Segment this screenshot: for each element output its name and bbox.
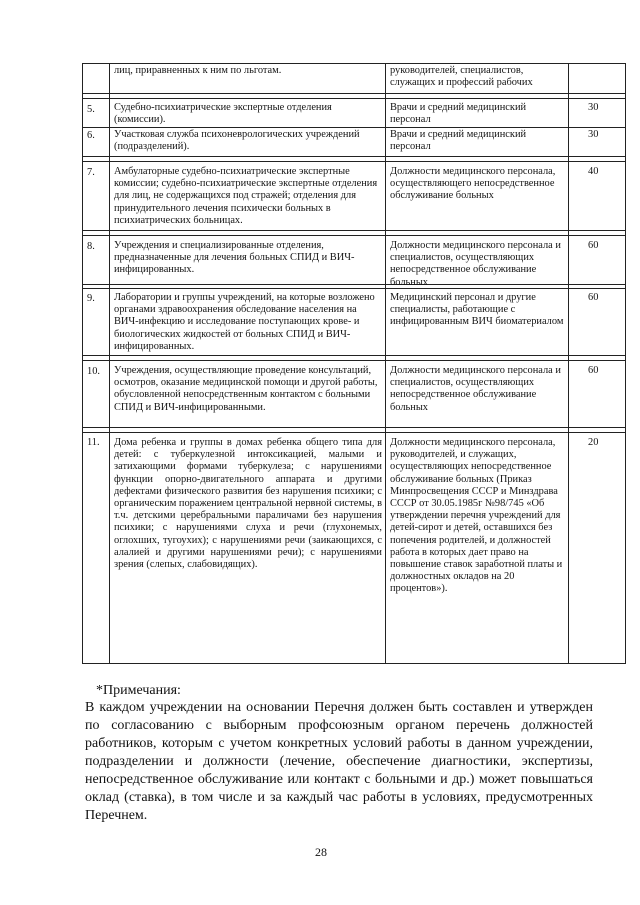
table-cell-number: 8. (87, 241, 95, 252)
table-cell-institution: Лаборатории и группы учреждений, на которые возложено органами здравоохранения обследование населения на ВИЧ-инфекцию и исследование поступающих крове- и биологических жидкостей от больных СПИД и ВИЧ-инфицированных. (114, 292, 375, 352)
table-cell-percent: 20 (588, 437, 599, 448)
table-cell-institution: Дома ребенка и группы в домах ребенка общего типа для детей: с туберкулезной интоксикацией, малыми и затихающими формами туберкулеза; с нарушениями функции опорно-двигательного аппарата и другими дефектами физического развития без нарушения психики; с органическим поражением центральной нервной системы, в т.ч. детскими церебральными параличами без нарушения психики; с нарушениями слуха и речи (глухонемых, оглохших, тугоухих); с нарушениями речи (заикающихся, с алалией и другими нарушениями речи); с нарушениями зрения (слепых, слабовидящих). (114, 437, 382, 571)
table-cell-percent: 60 (588, 365, 599, 376)
table-cell-positions: Должности медицинского персонала и специалистов, осуществляющих непосредственное обслуживание больных (390, 240, 561, 288)
table-cell-institution: Судебно-психиатрические экспертные отделения (комиссии). (114, 102, 332, 126)
table-cell-positions: Должности медицинского персонала и специалистов, осуществляющих непосредственное обслуживание больных (390, 365, 561, 413)
table-cell-percent: 30 (588, 102, 599, 113)
table-cell-positions: руководителей, специалистов, служащих и профессий рабочих (390, 65, 533, 89)
table-cell-positions: Должности медицинского персонала, осуществляющего непосредственное обслуживание больных (390, 166, 556, 202)
table-cell-number: 10. (87, 366, 100, 377)
table-cell-institution: Амбулаторные судебно-психиатрические экспертные комиссии; судебно-психиатрические экспертные отделения для лиц, не содержащихся под стражей; отделения для принудительного лечения психически больных в психиатрических больницах. (114, 166, 378, 226)
table-cell-number: 9. (87, 293, 95, 304)
table-cell-positions: Врачи и средний медицинский персонал (390, 129, 527, 153)
table-cell-number: 11. (87, 437, 100, 448)
table-cell-number: 7. (87, 167, 95, 178)
notes-title: *Примечания: (96, 683, 181, 698)
table-cell-percent: 60 (588, 240, 599, 251)
table-cell-institution: лиц, приравненных к ним по льготам. (114, 65, 282, 76)
page-number: 28 (315, 845, 327, 859)
table-cell-number: 6. (87, 130, 95, 141)
table-cell-percent: 60 (588, 292, 599, 303)
table-cell-positions: Врачи и средний медицинский персонал (390, 102, 527, 126)
table-cell-percent: 40 (588, 166, 599, 177)
table-cell-number: 5. (87, 104, 95, 115)
table-cell-institution: Учреждения, осуществляющие проведение консультаций, осмотров, оказание медицинской помощи и другой работы, обусловленной непосредственным контактом с больными СПИД и ВИЧ-инфицированными. (114, 365, 378, 413)
table-cell-percent: 30 (588, 129, 599, 140)
table-cell-positions: Медицинский персонал и другие специалисты, работающие с инфицированным ВИЧ биоматериалом (390, 292, 564, 328)
table-cell-institution: Участковая служба психоневрологических учреждений (подразделений). (114, 129, 360, 153)
table-cell-institution: Учреждения и специализированные отделения, предназначенные для лечения больных СПИД и ВИЧ-инфицированных. (114, 240, 355, 276)
table-cell-positions: Должности медицинского персонала, руководителей, и служащих, осуществляющих непосредственное обслуживание больных (Приказ Минпросвещения СССР и Минздрава СССР от 30.05.1985г №98/745 «Об утверждении перечня учреждений для детей-сирот и детей, оставшихся без попечения родителей, и должностей работа в которых дает право на повышение ставок заработной платы и должностных окладов на 20 процентов»). (390, 437, 563, 595)
notes-body: В каждом учреждении на основании Перечня должен быть составлен и утвержден по согласованию с выборным профсоюзным органом перечень должностей работников, которым с учетом конкретных условий работы в данном учреждении, подразделении и должности (лечение, обеспечение диагностики, экспертизы, непосредственное обслуживание или контакт с больными и др.) может повышаться оклад (ставка), в том числе и за каждый час работы в условиях, предусмотренных Перечнем. (85, 700, 593, 823)
